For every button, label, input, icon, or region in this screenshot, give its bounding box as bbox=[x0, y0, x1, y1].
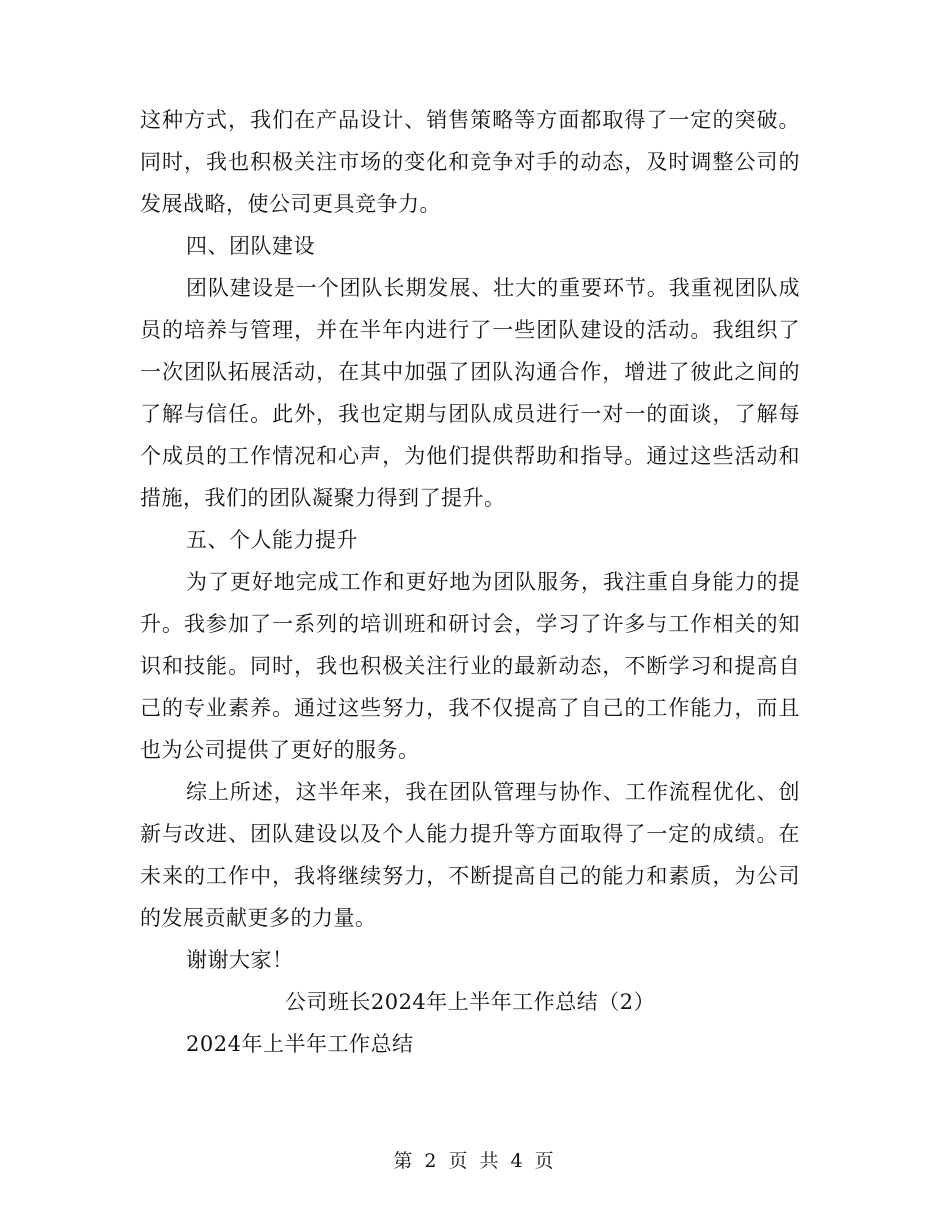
paragraph-thanks: 谢谢大家！ bbox=[186, 948, 294, 972]
paragraph-continued: 这种方式，我们在产品设计、销售策略等方面都取得了一定的突破。同时，我也积极关注市场的变化和竞争对手的动态，及时调整公司的发展战略，使公司更具竞争力。 bbox=[140, 108, 800, 216]
paragraph-personal-growth: 为了更好地完成工作和更好地为团队服务，我注重自身能力的提升。我参加了一系列的培训班和研讨会，学习了许多与工作相关的知识和技能。同时，我也积极关注行业的最新动态，不断学习和提高自己的专业素养。通过这些努力，我不仅提高了自己的工作能力，而且也为公司提供了更好的服务。 bbox=[140, 570, 800, 762]
section-title: 公司班长2024年上半年工作总结（2） bbox=[284, 990, 656, 1014]
section-heading-personal-growth: 五、个人能力提升 bbox=[186, 528, 358, 552]
document-body bbox=[140, 99, 800, 1065]
page-number-footer: 第 2 页 共 4 页 bbox=[393, 1150, 557, 1172]
section-heading-team-building: 四、团队建设 bbox=[186, 234, 315, 258]
paragraph-summary: 综上所述，这半年来，我在团队管理与协作、工作流程优化、创新与改进、团队建设以及个人能力提升等方面取得了一定的成绩。在未来的工作中，我将继续努力，不断提高自己的能力和素质，为公司的发展贡献更多的力量。 bbox=[140, 780, 800, 930]
section-subtitle: 2024年上半年工作总结 bbox=[186, 1032, 414, 1056]
paragraph-team-building: 团队建设是一个团队长期发展、壮大的重要环节。我重视团队成员的培养与管理，并在半年内进行了一些团队建设的活动。我组织了一次团队拓展活动，在其中加强了团队沟通合作，增进了彼此之间的了解与信任。此外，我也定期与团队成员进行一对一的面谈，了解每个成员的工作情况和心声，为他们提供帮助和指导。通过这些活动和措施，我们的团队凝聚力得到了提升。 bbox=[140, 276, 800, 510]
